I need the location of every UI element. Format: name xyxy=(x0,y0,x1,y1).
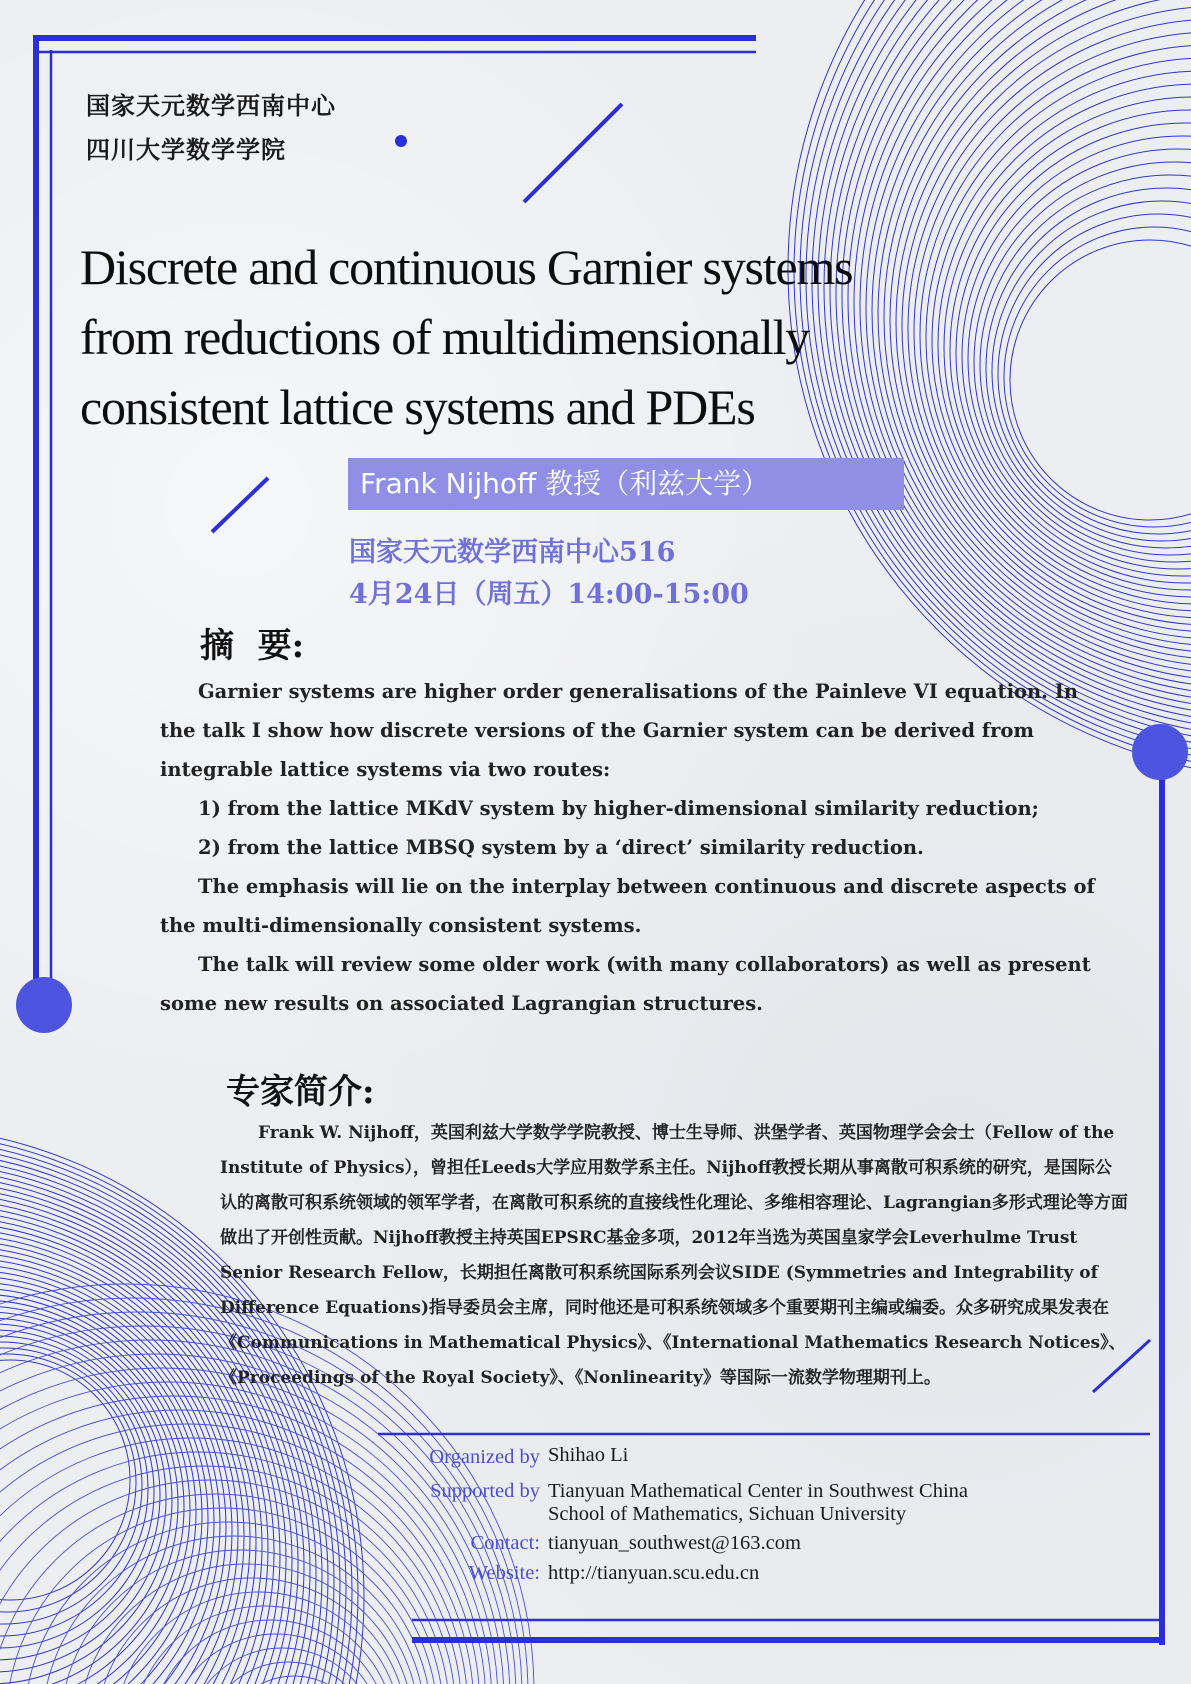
abstract-paragraph-1: Garnier systems are higher order generalisations of the Painleve VI equation. In the talk I show how discrete versions of the Garnier system can be derived from integrable lattice systems via two routes: xyxy=(160,680,1079,781)
supported-by-label: Supported by xyxy=(430,1480,540,1502)
talk-title-line-1: Discrete and continuous Garnier systems xyxy=(80,239,853,295)
talk-title xyxy=(80,232,980,442)
arc-line xyxy=(998,214,1191,534)
bio-text: Frank W. Nijhoff，英国利兹大学数学学院教授、博士生导师、洪堡学者、英国物理学会会士（Fellow of the Institute of Physics），曾担任Leeds大学应用数学系主任。Nijhoff教授长期从事离散可积系统的研究，是国际公认的离散可积系统领域的领军学者，在离散可积系统的直接线性化理论、多维相容理论、Lagrangian多形式理论等方面做出了开创性贡献。Nijhoff教授主持英国EPSRC基金多项，2012年当选为英国皇家学会Leverhulme Trust Senior Research Fellow，长期担任离散可积系统国际系列会议SIDE (Symmetries and Integrability of Difference Equations)指导委员会主席，同时他还是可积系统领域多个重要期刊主编或编委。众多研究成果发表在《Communications in Mathematical Physics》、《International Mathematics Research Notices》、《Proceedings of the Royal Society》、《Nonlinearity》等国际一流数学物理期刊上。 xyxy=(220,1123,1128,1388)
arc-line xyxy=(956,123,1191,583)
abstract-paragraph-5: The talk will review some older work (with many collaborators) as well as present some new results on associated Lagrangian structures. xyxy=(160,953,1091,1015)
website-link[interactable]: http://tianyuan.scu.edu.cn xyxy=(548,1562,760,1584)
frame-left-dot xyxy=(16,977,72,1033)
abstract-paragraph-2: 1) from the lattice MKdV system by higher-dimensional similarity reduction; xyxy=(198,797,1039,820)
abstract-heading: 摘 要: xyxy=(200,626,305,666)
diagonal-stroke-2 xyxy=(212,478,268,532)
arc-line xyxy=(0,1360,130,1600)
speaker-banner: Frank Nijhoff 教授（利兹大学） xyxy=(348,458,904,510)
arc-line xyxy=(0,1318,172,1684)
arc-line xyxy=(980,175,1191,555)
talk-venue: 国家天元数学西南中心516 xyxy=(349,537,676,568)
contact-label: Contact: xyxy=(470,1532,540,1554)
arc-line xyxy=(0,1348,142,1624)
supported-by-value-1: Tianyuan Mathematical Center in Southwest China xyxy=(548,1480,968,1502)
contact-email[interactable]: tianyuan_southwest@163.com xyxy=(548,1532,801,1554)
arc-line xyxy=(992,201,1191,541)
talk-datetime: 4月24日（周五）14:00-15:00 xyxy=(349,579,749,610)
arc-line xyxy=(1004,227,1191,527)
bio-heading: 专家简介: xyxy=(226,1072,375,1112)
organizer-name-1: 国家天元数学西南中心 xyxy=(86,91,336,120)
talk-title-line-3: consistent lattice systems and PDEs xyxy=(80,379,755,435)
arc-line xyxy=(0,1452,462,1684)
arc-line xyxy=(950,110,1191,590)
organized-by-value: Shihao Li xyxy=(548,1444,629,1466)
abstract-paragraph-3: 2) from the lattice MBSQ system by a ‘direct’ similarity reduction. xyxy=(198,836,924,859)
arc-line xyxy=(962,136,1191,576)
supported-by-value-2: School of Mathematics, Sichuan University xyxy=(548,1503,907,1525)
accent-dot xyxy=(395,135,407,147)
arc-line xyxy=(0,1438,468,1684)
abstract-paragraph-4: The emphasis will lie on the interplay between continuous and discrete aspects of the multi-dimensionally consistent systems. xyxy=(160,875,1095,937)
arc-line xyxy=(0,1354,504,1684)
arc-line xyxy=(974,162,1191,562)
diagonal-stroke-1 xyxy=(524,104,622,202)
organizer-name-2: 四川大学数学学院 xyxy=(86,135,286,164)
website-label: Website: xyxy=(468,1562,540,1584)
frame-right-dot xyxy=(1132,724,1188,780)
abstract-body xyxy=(160,672,1110,1023)
organized-by-label: Organized by xyxy=(429,1446,540,1468)
talk-title-line-2: from reductions of multidimensionally xyxy=(80,309,810,365)
arc-line xyxy=(1010,240,1191,520)
